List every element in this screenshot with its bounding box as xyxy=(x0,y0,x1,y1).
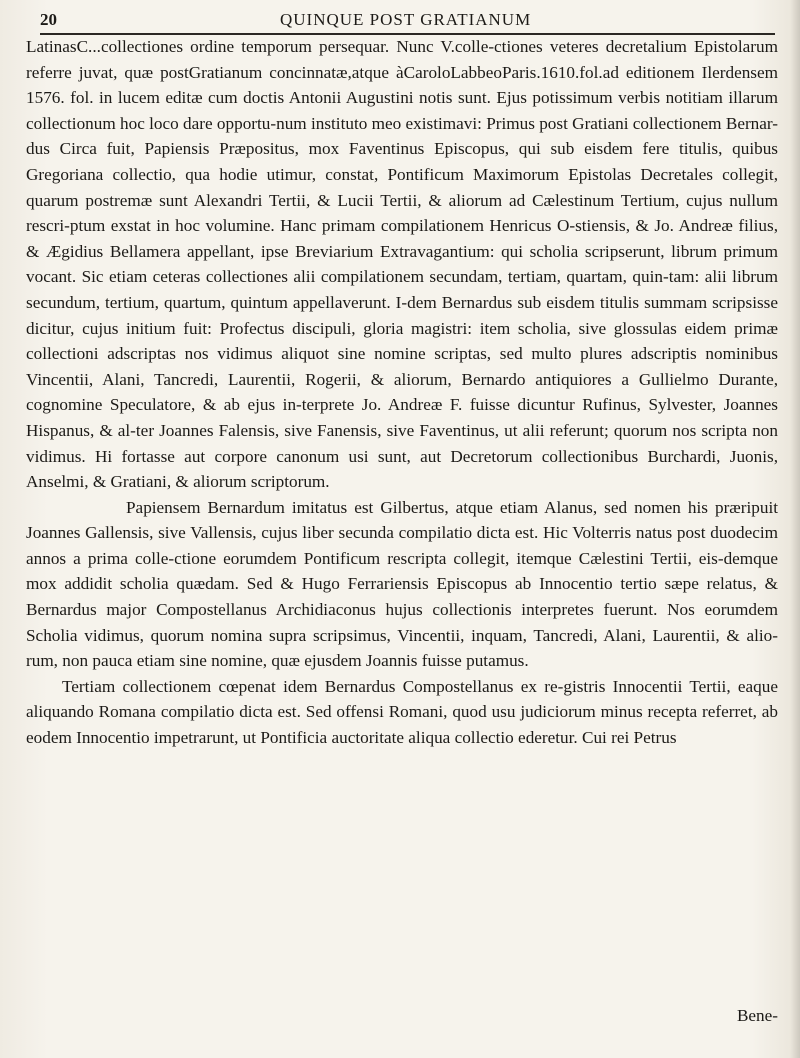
paragraph-3: Tertiam collectionem cœpenat idem Bernardus Compostellanus ex re-gistris Innocentii Tertii, eaque aliquando Romana compilatio dicta est. Sed offensi Romani, quod usu judiciorum minus recepta referret, ab eodem Innocentio impetrarunt, ut Pontificia auctoritate aliqua collectio ederetur. Cui rei Petrus xyxy=(26,676,778,748)
page-number: 20 xyxy=(40,10,57,29)
paragraph-1: LatinasC...collectiones ordine temporum persequar. Nunc V.colle-ctiones veteres decretalium Epistolarum referre juvat, quæ postGratianum concinnatæ,atque àCaroloLabbeoParis.1610.fol.ad editionem Ilerdensem 1576. fol. in lucem editæ cum doctis Antonii Augustini notis sunt. Ejus potissimum verbis notitiam illarum collectionum hoc loco dare opportu-num instituto meo existimavi: Primus post Gratiani collectionem Bernar-dus Circa fuit, Papiensis Præpositus, mox Faventinus Episcopus, qui sub eisdem fere titulis, quibus Gregoriana collectio, qua hodie utimur, constat, Pontificum Maximorum Epistolas Decretales collegit, quarum postremæ sunt Alexandri Tertii, & Lucii Tertii, & aliorum ad Cælestinum Tertium, cujus nullum rescri-ptum exstat in hoc volumine. Hanc primam compilationem Henricus O-stiensis, & Jo. Andreæ filius, & Ægidius Bellamera appellant, ipse Breviarium Extravagantium: qui scholia scripserunt, librum primum vocant. Sic etiam ceteras collectiones alii compilationem secundam, tertiam, quartam, quin-tam: alii librum secundum, tertium, quartum, quintum appellaverunt. I-dem Bernardus sub eisdem titulis summam scripsisse dicitur, cujus initium fuit: Profectus discipuli, gloria magistri: item scholia, sive glossulas eidem primæ collectioni adscriptas nos vidimus aliquot sine nomine scriptas, sed multo plures adscriptis nominibus Vincentii, Alani, Tancredi, Laurentii, Rogerii, & aliorum, Bernardo antiquiores a Gullielmo Durante, cognomine Speculatore, & ab ejus in-terprete Jo. Andreæ F. fuisse dicuntur Rufinus, Sylvester, Joannes Hispanus, & al-ter Joannes Falensis, sive Fanensis, sive Faventinus, ut alii referunt; quorum nos scripta non vidimus. Hi fortasse aut corpore canonum usi sunt, aut Decretorum collectionibus Burchardi, Juonis, Anselmi, & Gratiani, & aliorum scriptorum. xyxy=(26,37,778,492)
running-title: QUINQUE POST GRATIANUM xyxy=(280,10,532,29)
body-text xyxy=(26,34,778,751)
paragraph-2: Papiensem Bernardum imitatus est Gilbertus, atque etiam Alanus, sed nomen his præripuit Joannes Gallensis, sive Vallensis, cujus liber secunda compilatio dicta est. Hic Volterris natus post duodecim annos a prima colle-ctione eorumdem Pontificum rescripta collegit, itemque Cælestini Tertii, eis-demque mox addidit scholia quædam. Sed & Hugo Ferrariensis Episcopus ab Innocentio tertio sæpe relatus, & Bernardus major Compostellanus Archidiaconus hujus collectionis interpretes fuerunt. Nos eorumdem Scholia vidimus, quorum nomina supra scripsimus, Vincentii, inquam, Tancredi, Alani, Laurentii, & alio-rum, non pauca etiam sine nomine, quæ ejusdem Joannis fuisse putamus. xyxy=(26,497,778,671)
page-edge-shadow xyxy=(790,0,800,1058)
catchword: Bene- xyxy=(736,1006,778,1025)
page-header xyxy=(40,8,775,34)
